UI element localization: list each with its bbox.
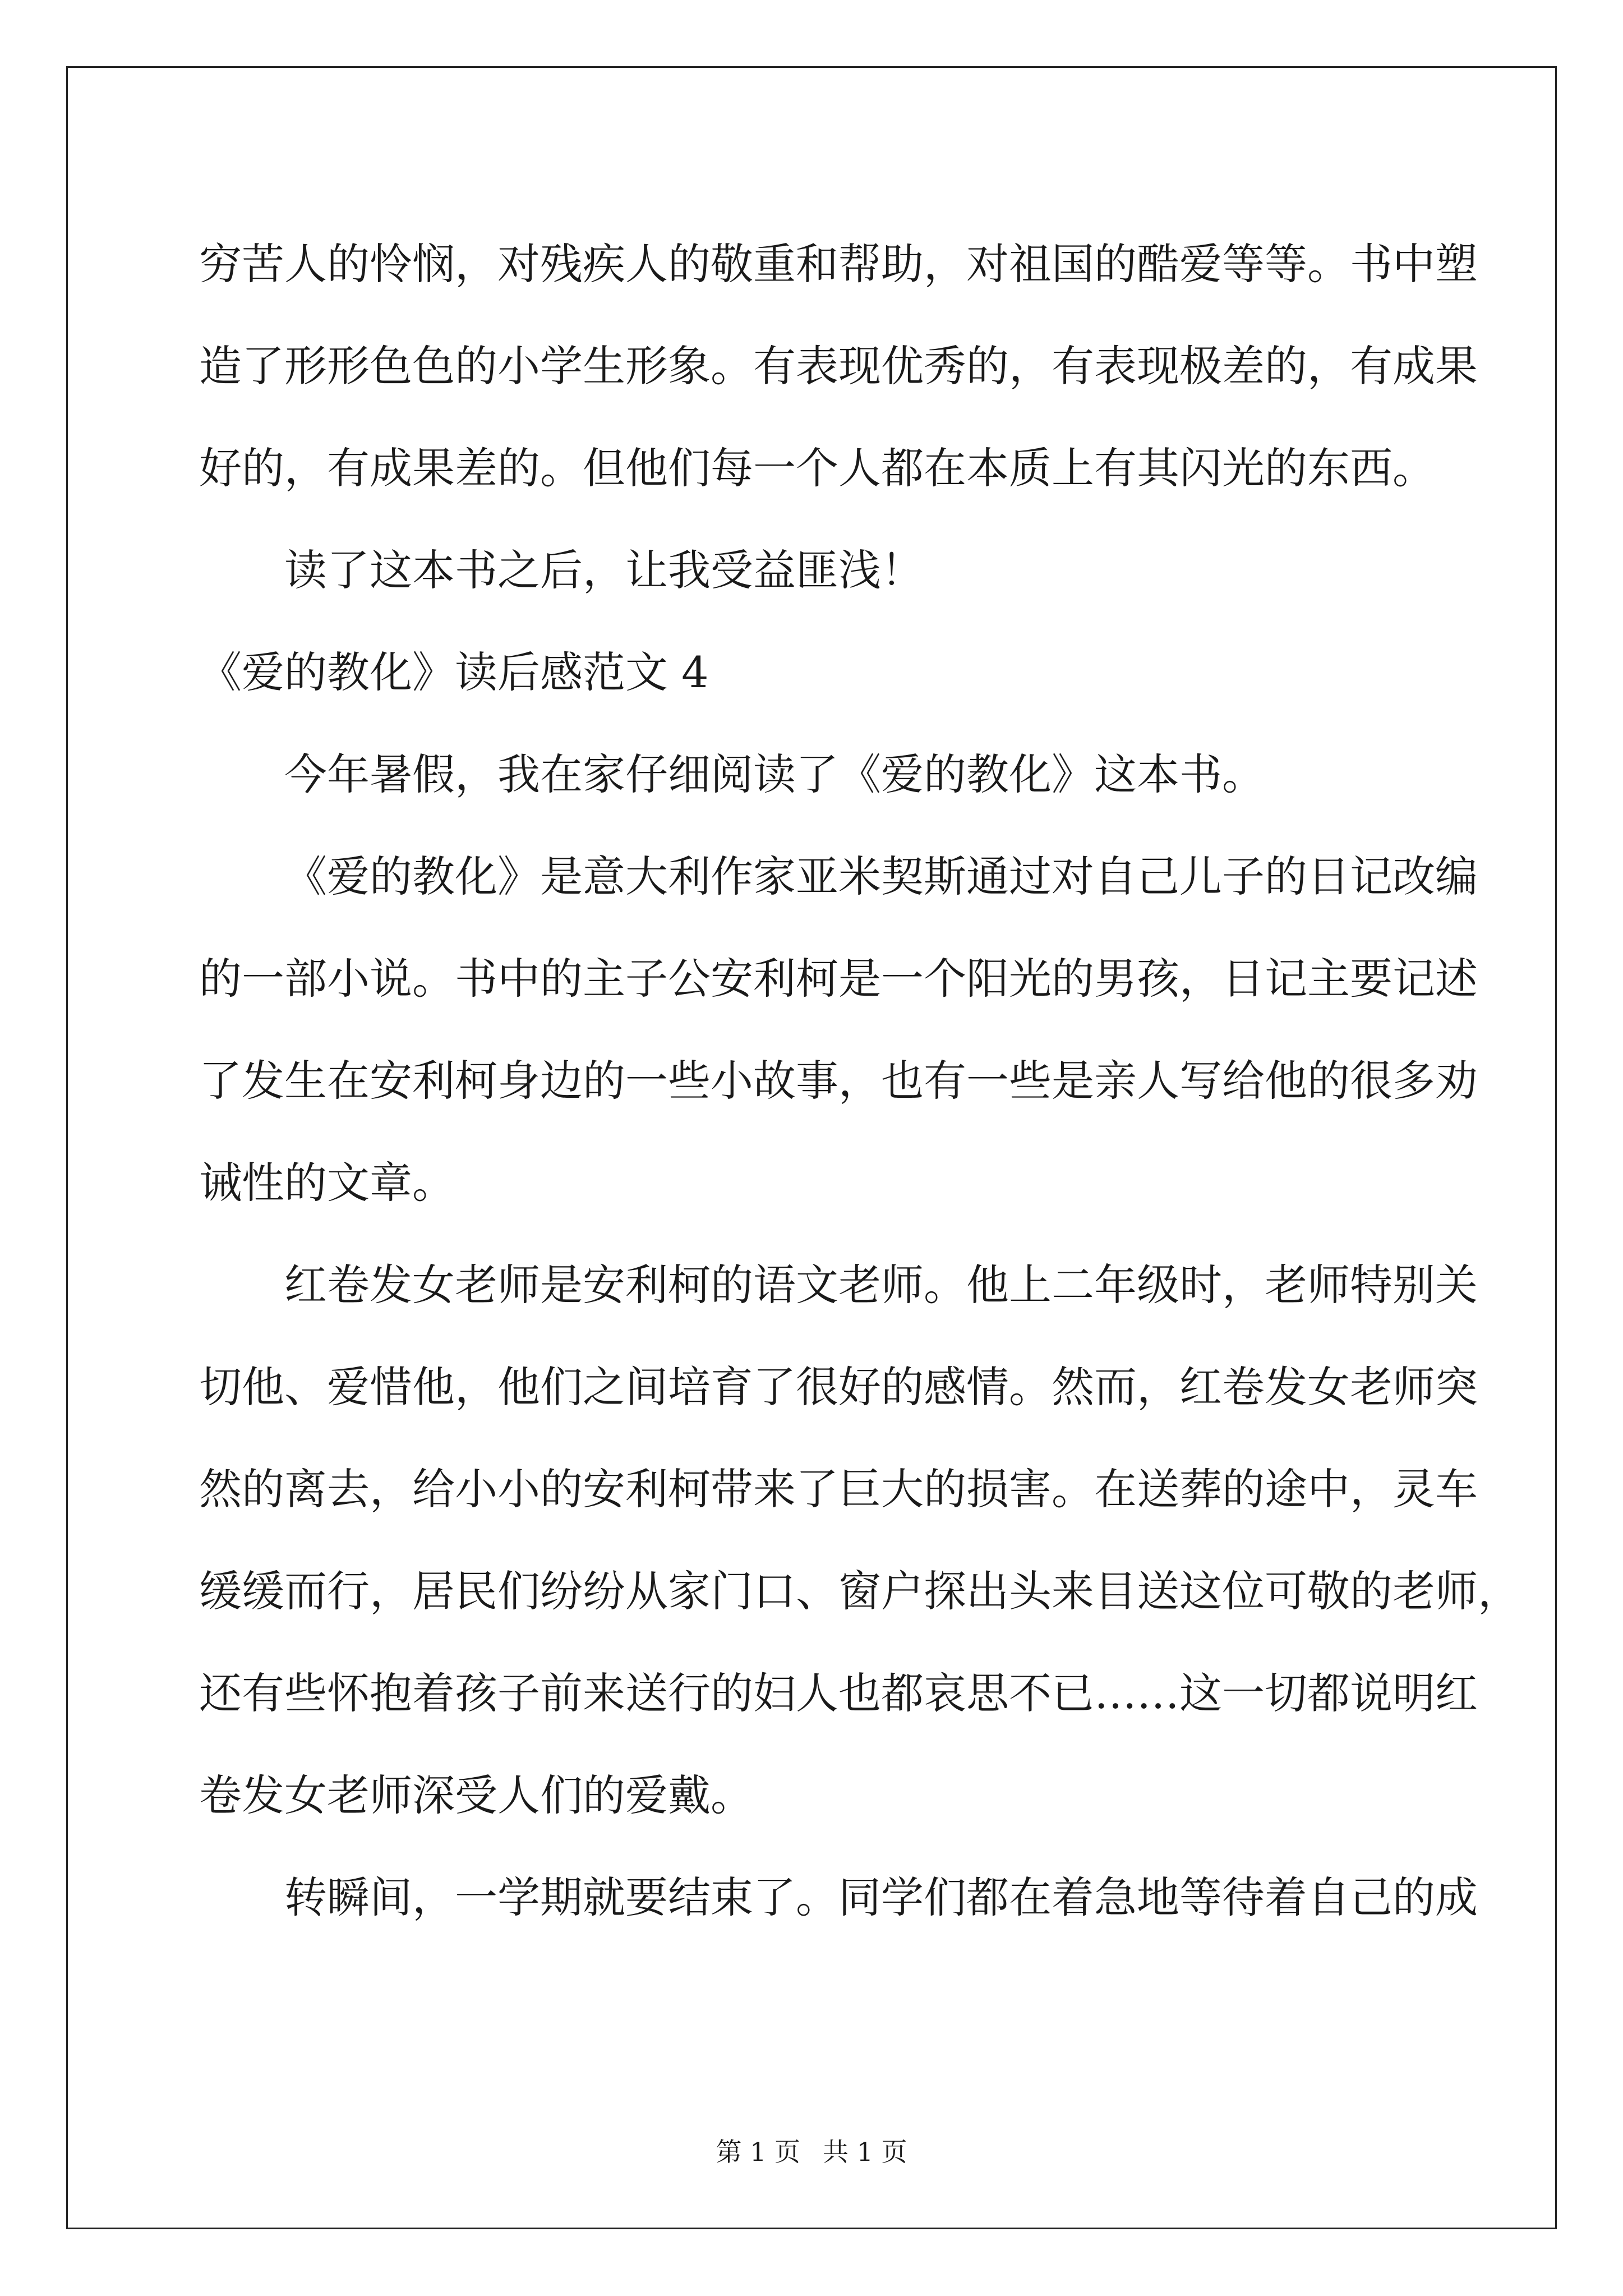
paragraph-first-line: 红卷发女老师是安利柯的语文老师。他上二年级时，老师特别关 [284, 1260, 1478, 1310]
text-line: 的一部小说。书中的主子公安利柯是一个阳光的男孩，日记主要记述 [199, 954, 1478, 1004]
text-line: 切他、爱惜他，他们之间培育了很好的感情。然而，红卷发女老师突 [199, 1362, 1478, 1412]
text-line: 缓缓而行，居民们纷纷从家门口、窗户探出头来目送这位可敬的老师， [199, 1566, 1520, 1616]
text-line: 穷苦人的怜悯，对残疾人的敬重和帮助，对祖国的酷爱等等。书中塑 [199, 239, 1478, 289]
text-line: 诫性的文章。 [199, 1158, 455, 1208]
text-line: 了发生在安利柯身边的一些小故事，也有一些是亲人写给他的很多劝 [199, 1056, 1478, 1106]
paragraph-first-line: 转瞬间，一学期就要结束了。同学们都在着急地等待着自己的成 [284, 1872, 1478, 1922]
paragraph-first-line: 读了这本书之后，让我受益匪浅！ [284, 545, 924, 595]
paragraph-first-line: 《爱的教化》是意大利作家亚米契斯通过对自己儿子的日记改编 [284, 852, 1478, 901]
paragraph-first-line: 今年暑假，我在家仔细阅读了《爱的教化》这本书。 [284, 749, 1265, 799]
page-footer [0, 2132, 1623, 2169]
text-line: 造了形形色色的小学生形象。有表现优秀的，有表现极差的，有成果 [199, 341, 1478, 391]
text-line: 然的离去，给小小的安利柯带来了巨大的损害。在送葬的途中，灵车 [199, 1464, 1478, 1514]
text-line: 好的，有成果差的。但他们每一个人都在本质上有其闪光的东西。 [199, 443, 1435, 493]
text-line: 还有些怀抱着孩子前来送行的妇人也都哀思不已……这一切都说明红 [199, 1668, 1478, 1718]
page-number: 第 1 页 [716, 2137, 800, 2167]
page-total: 共 1 页 [823, 2137, 907, 2167]
document-body [199, 213, 1520, 1949]
text-line: 卷发女老师深受人们的爱戴。 [199, 1770, 753, 1820]
section-heading: 《爱的教化》读后感范文 4 [199, 647, 709, 697]
